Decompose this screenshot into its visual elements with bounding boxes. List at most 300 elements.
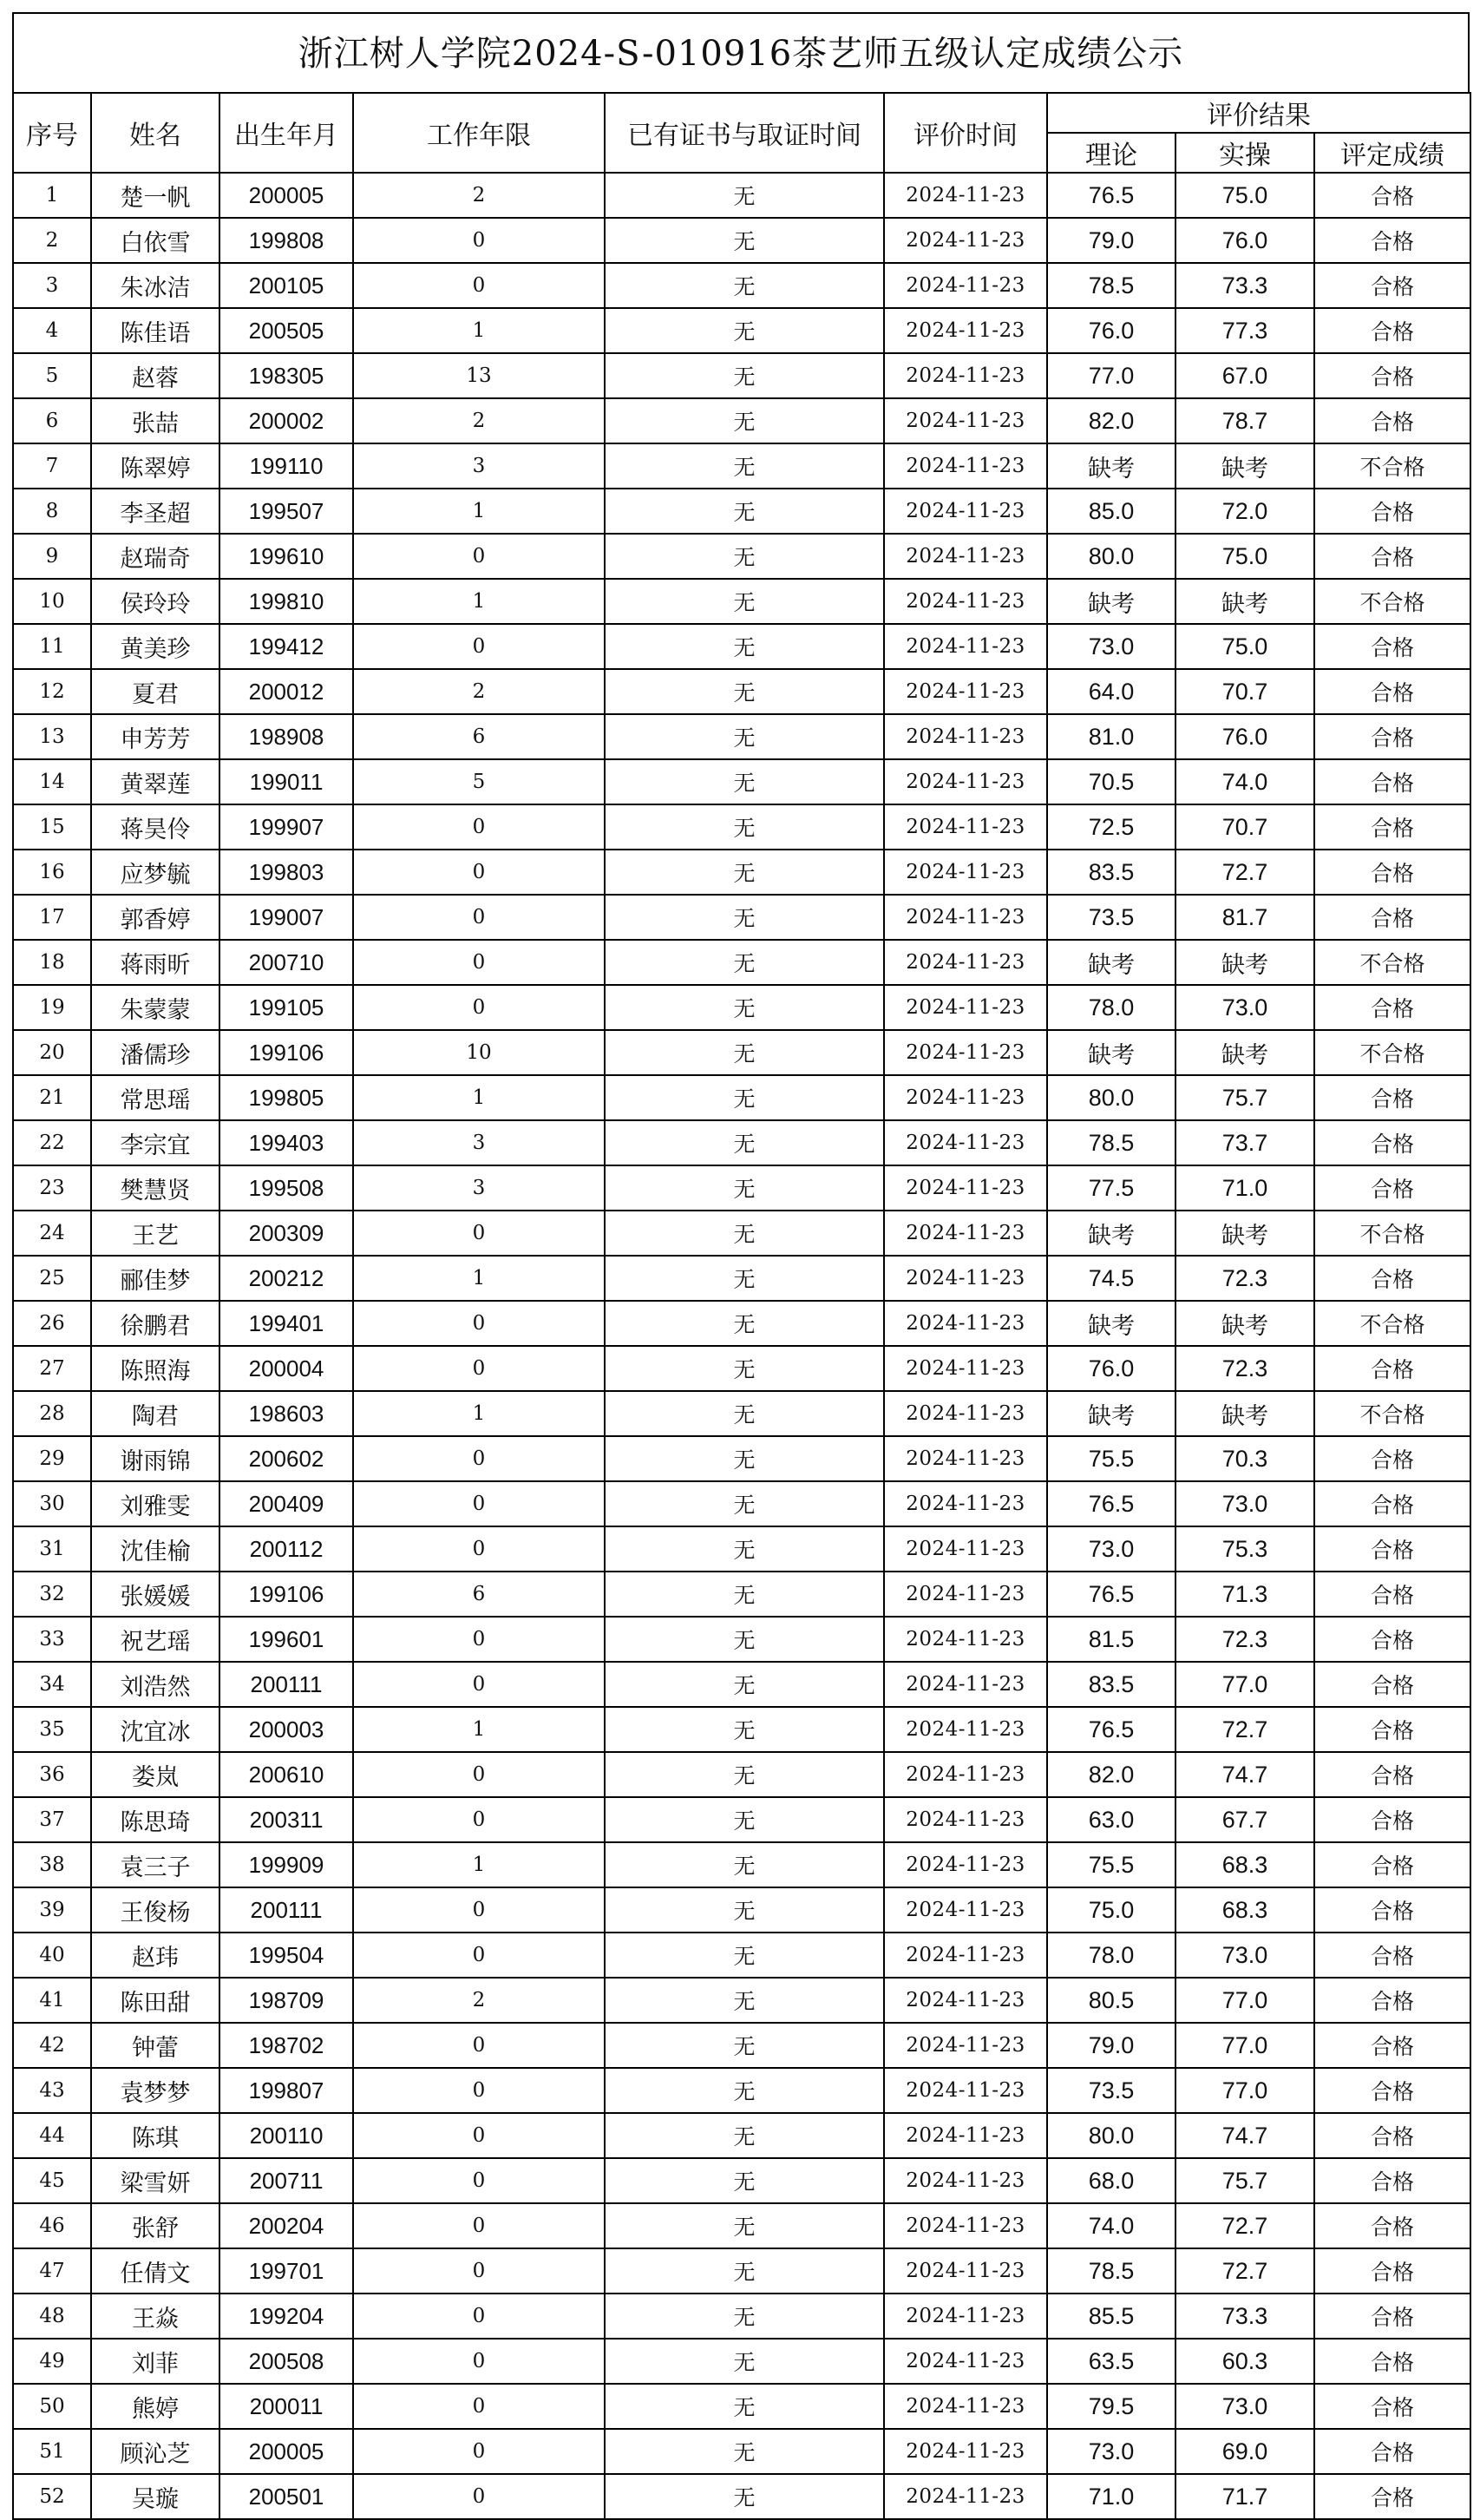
row-number: 44 [13,2113,91,2158]
row-number: 46 [13,2203,91,2248]
certificate: 无 [605,1526,884,1572]
eval-date: 2024-11-23 [884,669,1047,714]
certificate: 无 [605,1211,884,1256]
row-number: 38 [13,1842,91,1887]
birth-month: 200105 [219,263,353,308]
birth-month: 200610 [219,1752,353,1797]
row-number: 51 [13,2429,91,2474]
practice-score: 67.7 [1175,1797,1314,1842]
certificate: 无 [605,2429,884,2474]
person-name: 祝艺瑶 [91,1617,219,1662]
final-grade: 合格 [1314,1346,1470,1391]
practice-score: 缺考 [1175,1211,1314,1256]
work-years: 0 [353,2248,605,2294]
theory-score: 63.0 [1047,1797,1175,1842]
row-number: 20 [13,1030,91,1075]
birth-month: 199106 [219,1030,353,1075]
final-grade: 合格 [1314,1842,1470,1887]
table-row [13,2384,1470,2429]
practice-score: 78.7 [1175,398,1314,443]
work-years: 0 [353,2023,605,2068]
theory-score: 83.5 [1047,850,1175,895]
row-number: 50 [13,2384,91,2429]
practice-score: 缺考 [1175,940,1314,985]
row-number: 9 [13,534,91,579]
person-name: 任倩文 [91,2248,219,2294]
final-grade: 合格 [1314,353,1470,398]
person-name: 熊婷 [91,2384,219,2429]
table-row [13,714,1470,759]
work-years: 0 [353,1752,605,1797]
practice-score: 77.0 [1175,2023,1314,2068]
birth-month: 199204 [219,2294,353,2339]
theory-score: 63.5 [1047,2339,1175,2384]
practice-score: 73.0 [1175,1933,1314,1978]
birth-month: 200501 [219,2474,353,2519]
final-grade: 合格 [1314,804,1470,850]
work-years: 1 [353,1256,605,1301]
person-name: 钟蕾 [91,2023,219,2068]
certificate: 无 [605,1301,884,1346]
eval-date: 2024-11-23 [884,985,1047,1030]
work-years: 13 [353,353,605,398]
table-row [13,443,1470,489]
final-grade: 合格 [1314,1707,1470,1752]
table-row [13,1662,1470,1707]
birth-month: 200409 [219,1481,353,1526]
person-name: 黄美珍 [91,624,219,669]
table-row [13,1797,1470,1842]
certificate: 无 [605,263,884,308]
birth-month: 199805 [219,1075,353,1120]
table-row [13,534,1470,579]
eval-date: 2024-11-23 [884,1662,1047,1707]
work-years: 0 [353,1662,605,1707]
certificate: 无 [605,443,884,489]
row-number: 36 [13,1752,91,1797]
certificate: 无 [605,1978,884,2023]
work-years: 0 [353,1436,605,1481]
eval-date: 2024-11-23 [884,1301,1047,1346]
eval-date: 2024-11-23 [884,308,1047,353]
final-grade: 合格 [1314,1165,1470,1211]
birth-month: 199401 [219,1301,353,1346]
final-grade: 合格 [1314,759,1470,804]
practice-score: 72.3 [1175,1617,1314,1662]
row-number: 39 [13,1887,91,1933]
certificate: 无 [605,804,884,850]
certificate: 无 [605,714,884,759]
eval-date: 2024-11-23 [884,804,1047,850]
theory-score: 76.5 [1047,1707,1175,1752]
practice-score: 75.3 [1175,1526,1314,1572]
certificate: 无 [605,2068,884,2113]
birth-month: 200505 [219,308,353,353]
eval-date: 2024-11-23 [884,2068,1047,2113]
theory-score: 80.5 [1047,1978,1175,2023]
certificate: 无 [605,850,884,895]
certificate: 无 [605,1572,884,1617]
theory-score: 缺考 [1047,940,1175,985]
final-grade: 合格 [1314,624,1470,669]
work-years: 0 [353,2429,605,2474]
table-body [13,173,1470,2519]
person-name: 郭香婷 [91,895,219,940]
birth-month: 198702 [219,2023,353,2068]
birth-month: 199610 [219,534,353,579]
work-years: 0 [353,1797,605,1842]
row-number: 45 [13,2158,91,2203]
row-number: 5 [13,353,91,398]
row-number: 41 [13,1978,91,2023]
certificate: 无 [605,1030,884,1075]
row-number: 29 [13,1436,91,1481]
practice-score: 73.3 [1175,263,1314,308]
practice-score: 缺考 [1175,1030,1314,1075]
final-grade: 合格 [1314,714,1470,759]
eval-date: 2024-11-23 [884,1572,1047,1617]
theory-score: 64.0 [1047,669,1175,714]
theory-score: 79.5 [1047,2384,1175,2429]
work-years: 1 [353,1391,605,1436]
header-certificate: 已有证书与取证时间 [605,93,884,173]
final-grade: 合格 [1314,2294,1470,2339]
row-number: 43 [13,2068,91,2113]
birth-month: 200004 [219,1346,353,1391]
certificate: 无 [605,2158,884,2203]
person-name: 刘雅雯 [91,1481,219,1526]
final-grade: 不合格 [1314,579,1470,624]
work-years: 0 [353,2068,605,2113]
row-number: 37 [13,1797,91,1842]
eval-date: 2024-11-23 [884,1978,1047,2023]
final-grade: 合格 [1314,669,1470,714]
results-sheet [12,12,1470,2520]
practice-score: 71.7 [1175,2474,1314,2519]
eval-date: 2024-11-23 [884,534,1047,579]
eval-date: 2024-11-23 [884,2023,1047,2068]
eval-date: 2024-11-23 [884,1211,1047,1256]
certificate: 无 [605,1797,884,1842]
table-row [13,624,1470,669]
person-name: 梁雪妍 [91,2158,219,2203]
eval-date: 2024-11-23 [884,398,1047,443]
theory-score: 缺考 [1047,1391,1175,1436]
row-number: 47 [13,2248,91,2294]
person-name: 张喆 [91,398,219,443]
eval-date: 2024-11-23 [884,263,1047,308]
eval-date: 2024-11-23 [884,353,1047,398]
certificate: 无 [605,1075,884,1120]
final-grade: 合格 [1314,1481,1470,1526]
theory-score: 79.0 [1047,218,1175,263]
certificate: 无 [605,2339,884,2384]
certificate: 无 [605,308,884,353]
eval-date: 2024-11-23 [884,489,1047,534]
final-grade: 合格 [1314,173,1470,218]
person-name: 顾沁芝 [91,2429,219,2474]
row-number: 49 [13,2339,91,2384]
row-number: 3 [13,263,91,308]
work-years: 0 [353,534,605,579]
eval-date: 2024-11-23 [884,759,1047,804]
eval-date: 2024-11-23 [884,1165,1047,1211]
row-number: 4 [13,308,91,353]
table-row [13,1842,1470,1887]
certificate: 无 [605,579,884,624]
theory-score: 73.0 [1047,624,1175,669]
birth-month: 199007 [219,895,353,940]
work-years: 1 [353,1075,605,1120]
eval-date: 2024-11-23 [884,1842,1047,1887]
certificate: 无 [605,2294,884,2339]
theory-score: 78.5 [1047,2248,1175,2294]
birth-month: 200005 [219,2429,353,2474]
person-name: 陈照海 [91,1346,219,1391]
person-name: 蒋昊伶 [91,804,219,850]
row-number: 42 [13,2023,91,2068]
person-name: 陈佳语 [91,308,219,353]
practice-score: 77.3 [1175,308,1314,353]
work-years: 0 [353,985,605,1030]
person-name: 白依雪 [91,218,219,263]
eval-date: 2024-11-23 [884,1075,1047,1120]
certificate: 无 [605,1391,884,1436]
work-years: 0 [353,1346,605,1391]
row-number: 16 [13,850,91,895]
person-name: 李圣超 [91,489,219,534]
person-name: 刘菲 [91,2339,219,2384]
person-name: 徐鹏君 [91,1301,219,1346]
work-years: 0 [353,2474,605,2519]
theory-score: 68.0 [1047,2158,1175,2203]
table-row [13,940,1470,985]
table-row [13,218,1470,263]
eval-date: 2024-11-23 [884,579,1047,624]
theory-score: 缺考 [1047,579,1175,624]
person-name: 赵瑞奇 [91,534,219,579]
row-number: 31 [13,1526,91,1572]
practice-score: 70.3 [1175,1436,1314,1481]
table-row [13,1526,1470,1572]
theory-score: 80.0 [1047,2113,1175,2158]
practice-score: 73.0 [1175,985,1314,1030]
table-row [13,2023,1470,2068]
table-row [13,1436,1470,1481]
final-grade: 合格 [1314,2113,1470,2158]
final-grade: 合格 [1314,263,1470,308]
birth-month: 198908 [219,714,353,759]
work-years: 0 [353,2203,605,2248]
final-grade: 合格 [1314,1933,1470,1978]
final-grade: 合格 [1314,1256,1470,1301]
practice-score: 72.7 [1175,2203,1314,2248]
table-row [13,2158,1470,2203]
table-row [13,1120,1470,1165]
row-number: 25 [13,1256,91,1301]
table-row [13,1301,1470,1346]
eval-date: 2024-11-23 [884,1887,1047,1933]
birth-month: 200204 [219,2203,353,2248]
certificate: 无 [605,1481,884,1526]
practice-score: 68.3 [1175,1842,1314,1887]
birth-month: 199810 [219,579,353,624]
eval-date: 2024-11-23 [884,443,1047,489]
person-name: 朱蒙蒙 [91,985,219,1030]
certificate: 无 [605,1752,884,1797]
final-grade: 合格 [1314,1572,1470,1617]
person-name: 沈宜冰 [91,1707,219,1752]
practice-score: 72.0 [1175,489,1314,534]
practice-score: 69.0 [1175,2429,1314,2474]
final-grade: 合格 [1314,308,1470,353]
birth-month: 199110 [219,443,353,489]
practice-score: 75.0 [1175,534,1314,579]
row-number: 14 [13,759,91,804]
table-row [13,1391,1470,1436]
certificate: 无 [605,353,884,398]
table-row [13,1256,1470,1301]
header-no: 序号 [13,93,91,173]
row-number: 40 [13,1933,91,1978]
row-number: 24 [13,1211,91,1256]
birth-month: 200011 [219,2384,353,2429]
final-grade: 不合格 [1314,443,1470,489]
person-name: 蒋雨昕 [91,940,219,985]
birth-month: 199105 [219,985,353,1030]
row-number: 52 [13,2474,91,2519]
certificate: 无 [605,1842,884,1887]
work-years: 0 [353,940,605,985]
person-name: 沈佳榆 [91,1526,219,1572]
final-grade: 不合格 [1314,1301,1470,1346]
table-row [13,1030,1470,1075]
table-row [13,308,1470,353]
theory-score: 85.0 [1047,489,1175,534]
row-number: 28 [13,1391,91,1436]
final-grade: 合格 [1314,1436,1470,1481]
certificate: 无 [605,895,884,940]
work-years: 6 [353,1572,605,1617]
row-number: 48 [13,2294,91,2339]
person-name: 潘儒珍 [91,1030,219,1075]
final-grade: 合格 [1314,2203,1470,2248]
table-row [13,2339,1470,2384]
table-row [13,173,1470,218]
row-number: 7 [13,443,91,489]
row-number: 1 [13,173,91,218]
final-grade: 合格 [1314,1617,1470,1662]
birth-month: 199504 [219,1933,353,1978]
theory-score: 81.5 [1047,1617,1175,1662]
theory-score: 71.0 [1047,2474,1175,2519]
person-name: 陈翠婷 [91,443,219,489]
person-name: 王俊杨 [91,1887,219,1933]
final-grade: 合格 [1314,1662,1470,1707]
theory-score: 81.0 [1047,714,1175,759]
table-row [13,1346,1470,1391]
results-table [12,92,1471,2520]
practice-score: 缺考 [1175,1391,1314,1436]
practice-score: 68.3 [1175,1887,1314,1933]
table-row [13,263,1470,308]
theory-score: 80.0 [1047,534,1175,579]
work-years: 2 [353,669,605,714]
row-number: 21 [13,1075,91,1120]
row-number: 12 [13,669,91,714]
row-number: 8 [13,489,91,534]
theory-score: 82.0 [1047,398,1175,443]
final-grade: 合格 [1314,2384,1470,2429]
birth-month: 199807 [219,2068,353,2113]
work-years: 5 [353,759,605,804]
person-name: 楚一帆 [91,173,219,218]
practice-score: 75.7 [1175,1075,1314,1120]
practice-score: 81.7 [1175,895,1314,940]
table-row [13,2068,1470,2113]
practice-score: 73.7 [1175,1120,1314,1165]
birth-month: 199011 [219,759,353,804]
work-years: 0 [353,2339,605,2384]
theory-score: 75.5 [1047,1842,1175,1887]
final-grade: 合格 [1314,2158,1470,2203]
person-name: 侯玲玲 [91,579,219,624]
eval-date: 2024-11-23 [884,1391,1047,1436]
work-years: 0 [353,1933,605,1978]
theory-score: 78.5 [1047,1120,1175,1165]
work-years: 0 [353,263,605,308]
eval-date: 2024-11-23 [884,1436,1047,1481]
eval-date: 2024-11-23 [884,2158,1047,2203]
work-years: 0 [353,1211,605,1256]
theory-score: 73.5 [1047,895,1175,940]
header-practice: 实操 [1175,133,1314,173]
theory-score: 73.5 [1047,2068,1175,2113]
table-row [13,1707,1470,1752]
work-years: 0 [353,895,605,940]
person-name: 赵玮 [91,1933,219,1978]
theory-score: 76.0 [1047,308,1175,353]
person-name: 袁梦梦 [91,2068,219,2113]
eval-date: 2024-11-23 [884,173,1047,218]
practice-score: 74.0 [1175,759,1314,804]
eval-date: 2024-11-23 [884,2294,1047,2339]
work-years: 0 [353,1301,605,1346]
practice-score: 73.0 [1175,2384,1314,2429]
birth-month: 199403 [219,1120,353,1165]
final-grade: 合格 [1314,985,1470,1030]
birth-month: 200012 [219,669,353,714]
certificate: 无 [605,940,884,985]
birth-month: 199601 [219,1617,353,1662]
birth-month: 199508 [219,1165,353,1211]
table-row [13,1481,1470,1526]
practice-score: 75.0 [1175,173,1314,218]
theory-score: 76.0 [1047,1346,1175,1391]
person-name: 常思瑶 [91,1075,219,1120]
final-grade: 合格 [1314,1978,1470,2023]
work-years: 0 [353,624,605,669]
work-years: 2 [353,1978,605,2023]
theory-score: 74.5 [1047,1256,1175,1301]
table-row [13,353,1470,398]
eval-date: 2024-11-23 [884,624,1047,669]
practice-score: 缺考 [1175,443,1314,489]
certificate: 无 [605,489,884,534]
practice-score: 67.0 [1175,353,1314,398]
theory-score: 76.5 [1047,1572,1175,1617]
theory-score: 77.5 [1047,1165,1175,1211]
